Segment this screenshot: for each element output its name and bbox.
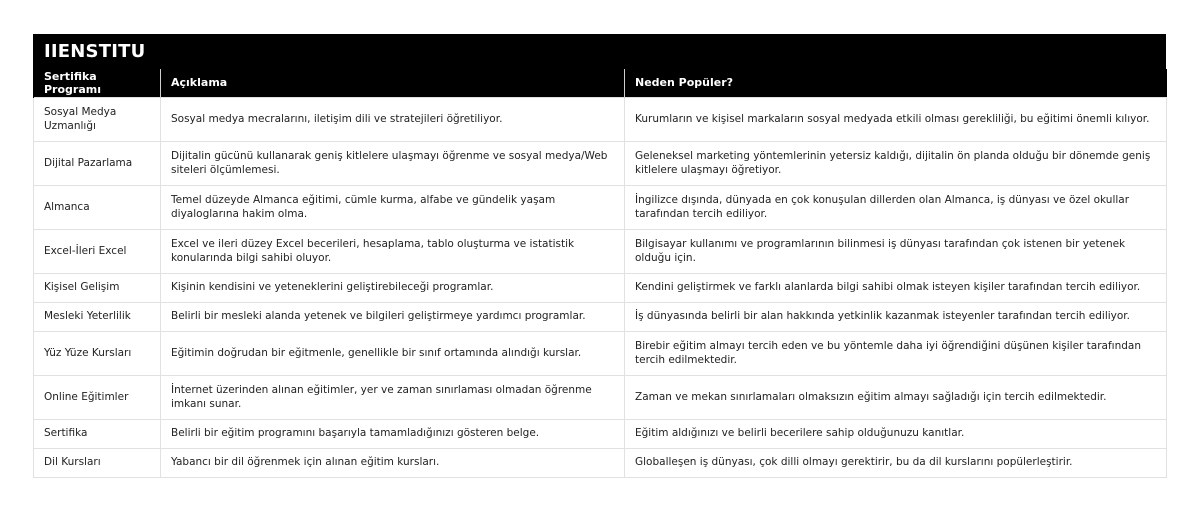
cell-description: Kişinin kendisini ve yeteneklerini geliştirebileceği programlar. bbox=[161, 273, 625, 302]
cell-program: Dil Kursları bbox=[34, 448, 161, 477]
cell-program: Excel-İleri Excel bbox=[34, 229, 161, 273]
cell-description: Temel düzeyde Almanca eğitimi, cümle kurma, alfabe ve gündelik yaşam diyaloglarına hakim olma. bbox=[161, 185, 625, 229]
cell-why-popular: Kendini geliştirmek ve farklı alanlarda bilgi sahibi olmak isteyen kişiler tarafından tercih ediliyor. bbox=[625, 273, 1167, 302]
header-description: Açıklama bbox=[161, 69, 625, 97]
table-row bbox=[34, 273, 1167, 302]
table-row bbox=[34, 141, 1167, 185]
cell-why-popular: Eğitim aldığınızı ve belirli becerilere sahip olduğunuzu kanıtlar. bbox=[625, 419, 1167, 448]
cell-why-popular: Zaman ve mekan sınırlamaları olmaksızın eğitim almayı sağladığı için tercih edilmektedir. bbox=[625, 375, 1167, 419]
cell-description: Dijitalin gücünü kullanarak geniş kitlelere ulaşmayı öğrenme ve sosyal medya/Web siteleri ölçümlemesi. bbox=[161, 141, 625, 185]
cell-why-popular: İngilizce dışında, dünyada en çok konuşulan dillerden olan Almanca, iş dünyası ve özel okullar tarafından tercih ediliyor. bbox=[625, 185, 1167, 229]
table-row bbox=[34, 302, 1167, 331]
cell-program: Dijital Pazarlama bbox=[34, 141, 161, 185]
header-program: Sertifika Programı bbox=[34, 69, 161, 97]
header-why-popular: Neden Popüler? bbox=[625, 69, 1167, 97]
table-row bbox=[34, 331, 1167, 375]
certificate-table-card bbox=[33, 34, 1166, 478]
brand-title: IIENSTITU bbox=[33, 34, 1166, 69]
table-row bbox=[34, 229, 1167, 273]
cell-why-popular: Kurumların ve kişisel markaların sosyal medyada etkili olması gerekliliği, bu eğitimi önemli kılıyor. bbox=[625, 97, 1167, 141]
cell-description: Belirli bir mesleki alanda yetenek ve bilgileri geliştirmeye yardımcı programlar. bbox=[161, 302, 625, 331]
cell-description: Eğitimin doğrudan bir eğitmenle, genellikle bir sınıf ortamında alındığı kurslar. bbox=[161, 331, 625, 375]
cell-description: Sosyal medya mecralarını, iletişim dili ve stratejileri öğretiliyor. bbox=[161, 97, 625, 141]
cell-program: Sertifika bbox=[34, 419, 161, 448]
table-row bbox=[34, 97, 1167, 141]
table-row bbox=[34, 185, 1167, 229]
certificate-table bbox=[33, 69, 1167, 478]
cell-description: Yabancı bir dil öğrenmek için alınan eğitim kursları. bbox=[161, 448, 625, 477]
table-row bbox=[34, 419, 1167, 448]
cell-program: Almanca bbox=[34, 185, 161, 229]
cell-why-popular: Geleneksel marketing yöntemlerinin yetersiz kaldığı, dijitalin ön planda olduğu bir dönemde geniş kitlelere ulaşmayı öğretiyor. bbox=[625, 141, 1167, 185]
cell-description: Belirli bir eğitim programını başarıyla tamamladığınızı gösteren belge. bbox=[161, 419, 625, 448]
cell-program: Yüz Yüze Kursları bbox=[34, 331, 161, 375]
cell-why-popular: Birebir eğitim almayı tercih eden ve bu yöntemle daha iyi öğrendiğini düşünen kişiler tarafından tercih edilmektedir. bbox=[625, 331, 1167, 375]
cell-description: İnternet üzerinden alınan eğitimler, yer ve zaman sınırlaması olmadan öğrenme imkanı sunar. bbox=[161, 375, 625, 419]
cell-description: Excel ve ileri düzey Excel becerileri, hesaplama, tablo oluşturma ve istatistik konularında bilgi sahibi oluyor. bbox=[161, 229, 625, 273]
cell-why-popular: Globalleşen iş dünyası, çok dilli olmayı gerektirir, bu da dil kurslarını popülerleştirir. bbox=[625, 448, 1167, 477]
cell-why-popular: Bilgisayar kullanımı ve programlarının bilinmesi iş dünyası tarafından çok istenen bir yetenek olduğu için. bbox=[625, 229, 1167, 273]
table-row bbox=[34, 448, 1167, 477]
table-header-row bbox=[34, 69, 1167, 97]
table-row bbox=[34, 375, 1167, 419]
cell-program: Sosyal Medya Uzmanlığı bbox=[34, 97, 161, 141]
cell-program: Kişisel Gelişim bbox=[34, 273, 161, 302]
cell-program: Mesleki Yeterlilik bbox=[34, 302, 161, 331]
cell-why-popular: İş dünyasında belirli bir alan hakkında yetkinlik kazanmak isteyenler tarafından tercih ediliyor. bbox=[625, 302, 1167, 331]
cell-program: Online Eğitimler bbox=[34, 375, 161, 419]
